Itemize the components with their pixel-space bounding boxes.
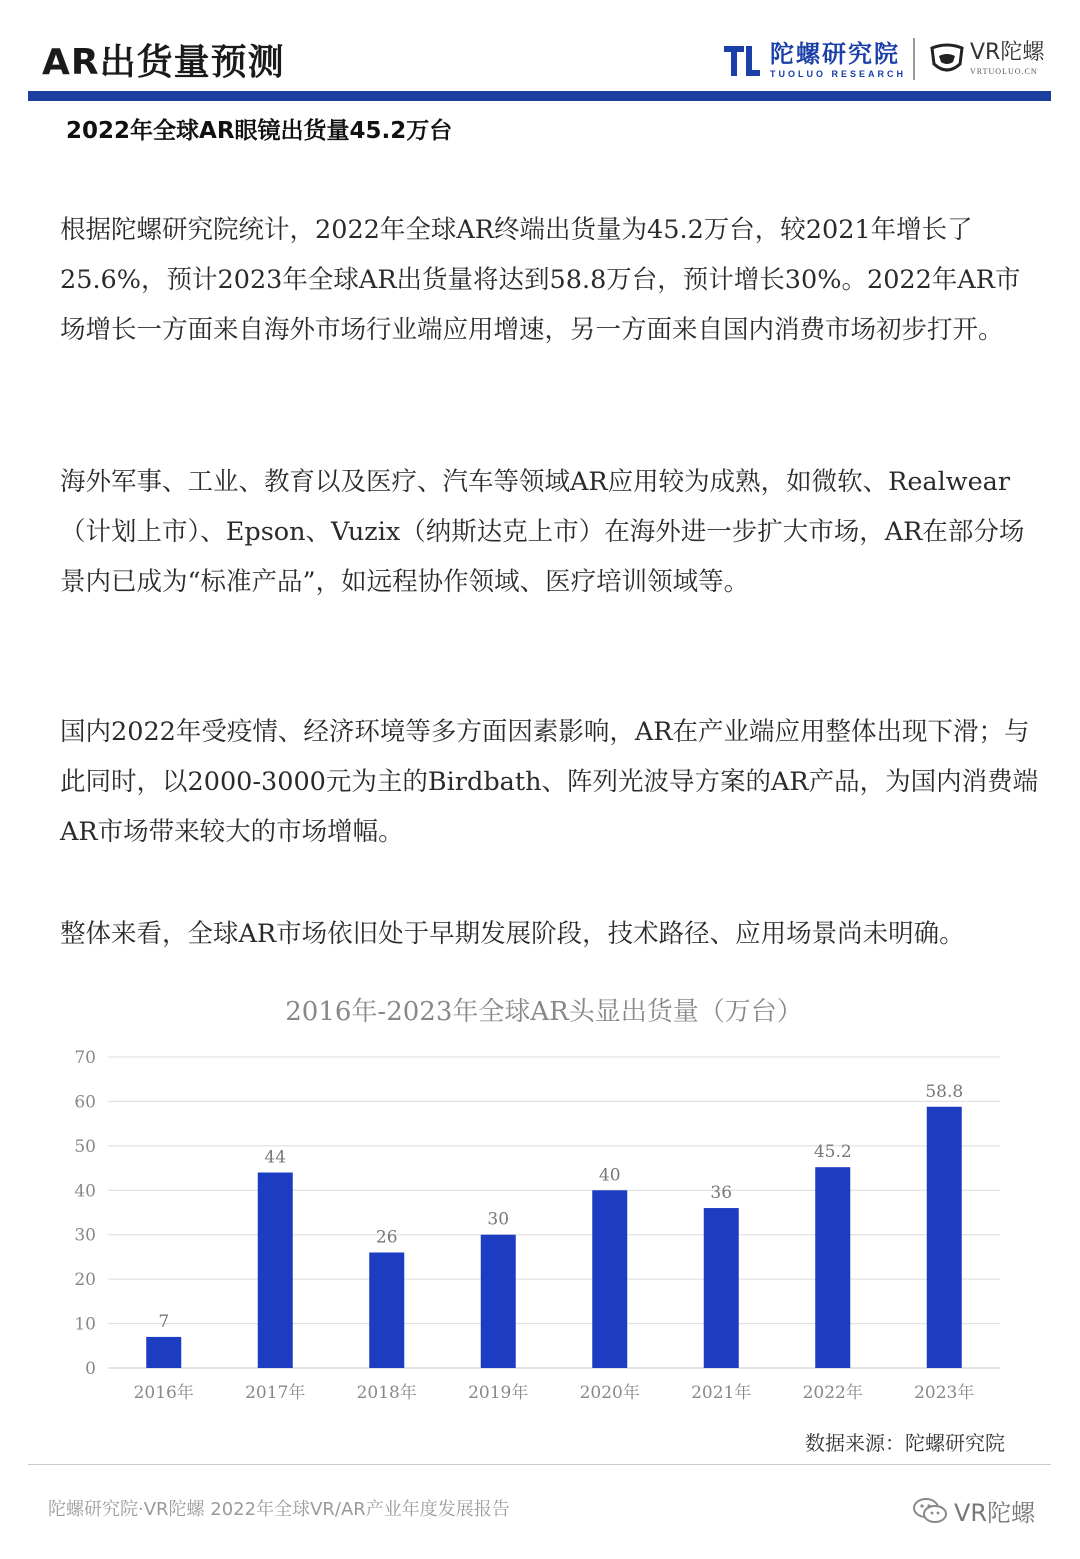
footer-report-title: 陀螺研究院·VR陀螺 2022年全球VR/AR产业年度发展报告 (48, 1499, 510, 1520)
paragraph-2: 海外军事、工业、教育以及医疗、汽车等领域AR应用较为成熟，如微软、Realwear（计划上市）、Epson、Vuzix（纳斯达克上市）在海外进一步扩大市场，AR在部分场景内已成为“标准产品”，如远程协作领域、医疗培训领域等。 (60, 467, 1025, 597)
data-source: 数据来源：陀螺研究院 (805, 1431, 1005, 1455)
bar-value-label: 58.8 (925, 1081, 964, 1102)
bar-value-label: 36 (710, 1183, 733, 1204)
y-tick-label: 70 (74, 1048, 96, 1068)
vr-tuoluo-brand (928, 40, 1044, 78)
bar (704, 1208, 739, 1368)
bar-value-label: 30 (487, 1209, 510, 1230)
bar (146, 1337, 181, 1368)
y-tick-label: 60 (74, 1092, 96, 1113)
wechat-icon (912, 1496, 948, 1526)
chart-title: 2016年-2023年全球AR头显出货量（万台） (285, 997, 803, 1027)
x-tick-label: 2018年 (356, 1383, 417, 1403)
vr-brand-url: VRTUOLUO.CN (970, 67, 1038, 76)
brand-name-en: TUOLUO RESEARCH (770, 68, 907, 79)
section-subtitle: 2022年全球AR眼镜出货量45.2万台 (66, 118, 453, 144)
ar-shipment-bar-chart (50, 985, 1030, 1415)
wechat-account (912, 1493, 1035, 1528)
tuoluo-research-brand (722, 40, 906, 80)
y-tick-label: 10 (74, 1314, 96, 1335)
bar (258, 1173, 293, 1368)
y-tick-label: 0 (85, 1359, 96, 1379)
bar-value-label: 44 (264, 1147, 287, 1168)
y-tick-label: 30 (74, 1225, 96, 1246)
x-tick-label: 2020年 (579, 1383, 640, 1403)
header-accent-bar (28, 91, 1051, 101)
bar-value-label: 40 (598, 1165, 621, 1186)
bar-value-label: 26 (375, 1227, 398, 1248)
x-tick-label: 2022年 (802, 1383, 863, 1403)
brand-divider (913, 38, 915, 80)
vr-brand-name-cn: VR陀螺 (970, 40, 1045, 65)
y-tick-label: 20 (74, 1270, 96, 1291)
page-title: AR出货量预测 (42, 42, 285, 83)
bar (592, 1190, 627, 1368)
paragraph-4: 整体来看，全球AR市场依旧处于早期发展阶段，技术路径、应用场景尚未明确。 (60, 919, 965, 949)
footer-divider (28, 1464, 1051, 1465)
x-tick-label: 2021年 (691, 1383, 752, 1403)
bar (815, 1167, 850, 1368)
bar (369, 1252, 404, 1368)
bar (927, 1107, 962, 1368)
x-tick-label: 2016年 (133, 1383, 194, 1403)
y-tick-label: 40 (74, 1181, 96, 1202)
bar-value-label: 7 (158, 1311, 170, 1332)
x-tick-label: 2017年 (245, 1383, 306, 1403)
brand-name-cn: 陀螺研究院 (770, 39, 900, 68)
paragraph-1: 根据陀螺研究院统计，2022年全球AR终端出货量为45.2万台，较2021年增长了25.6%，预计2023年全球AR出货量将达到58.8万台，预计增长30%。2022年AR市场增长一方面来自海外市场行业端应用增速，另一方面来自国内消费市场初步打开。 (60, 215, 1021, 345)
wechat-account-name: VR陀螺 (954, 1499, 1036, 1527)
paragraph-3: 国内2022年受疫情、经济环境等多方面因素影响，AR在产业端应用整体出现下滑；与此同时，以2000-3000元为主的Birdbath、阵列光波导方案的AR产品，为国内消费端AR市场带来较大的市场增幅。 (60, 717, 1039, 847)
bar-value-label: 45.2 (813, 1142, 852, 1163)
tuoluo-logo-icon (722, 40, 762, 80)
x-tick-label: 2019年 (468, 1383, 529, 1403)
bar (481, 1235, 516, 1368)
y-tick-label: 50 (74, 1136, 96, 1157)
vr-tuoluo-logo-icon (928, 40, 966, 78)
x-tick-label: 2023年 (914, 1383, 975, 1403)
